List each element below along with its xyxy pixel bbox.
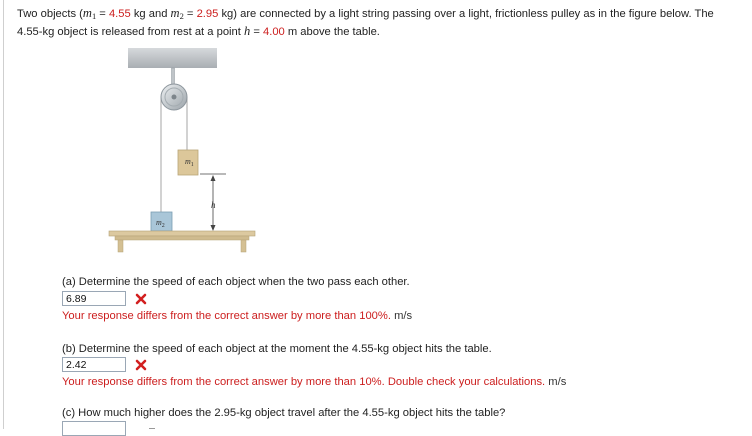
problem-text: Two objects ( [17, 8, 83, 20]
x-icon [135, 293, 147, 305]
h-arrow-up [211, 175, 216, 181]
table-leg-right [241, 240, 246, 252]
problem-text: = [250, 26, 263, 38]
part-b-feedback [62, 376, 566, 388]
m2-symbol [171, 6, 184, 20]
block-m2-label: $m_2$ [156, 218, 165, 229]
m1-value: 4.55 [108, 8, 131, 20]
part-b-unit: m/s [548, 376, 567, 388]
ceiling [128, 48, 217, 68]
pulley-axle [172, 95, 177, 100]
block-m1-label: $m_1$ [185, 157, 194, 168]
problem-text: = [183, 8, 197, 20]
problem-text: kg) are connected by a light string passing over a light, frictionless pulley as in the figure below. The 4.55-kg object is released from rest at a point [17, 8, 714, 38]
x-icon [135, 359, 147, 371]
table-leg-left [118, 240, 123, 252]
part-c-question: (c) How much higher does the 2.95-kg object travel after the 4.55-kg object hits the table? [62, 407, 506, 419]
part-a-unit: m/s [394, 310, 413, 322]
m1-subscript: 1 [91, 11, 97, 21]
pulley-figure [105, 45, 265, 255]
table-apron [115, 236, 249, 240]
page-left-rule [3, 0, 4, 429]
part-b-answer-input[interactable]: 2.42 [62, 357, 126, 372]
m2-subscript: 2 [179, 11, 184, 21]
problem-statement [17, 5, 737, 41]
table-top [109, 231, 255, 236]
problem-text: m above the table. [284, 26, 380, 38]
problem-text: = [96, 8, 109, 20]
part-a [62, 276, 742, 336]
part-a-feedback [62, 310, 412, 322]
part-a-question: (a) Determine the speed of each object when the two pass each other. [62, 276, 410, 288]
part-c [62, 407, 742, 429]
h-value: 4.00 [262, 26, 285, 38]
part-b-question: (b) Determine the speed of each object at the moment the 4.55-kg object hits the table. [62, 343, 492, 355]
m2-letter: m [170, 6, 180, 20]
h-symbol: h [243, 24, 251, 38]
m1-letter: m [82, 6, 92, 20]
m2-value: 2.95 [196, 8, 219, 20]
part-b-feedback-text: Your response differs from the correct answer by more than 10%. Double check your calculations. [62, 376, 546, 388]
problem-text: kg and [130, 8, 171, 20]
part-a-answer-input[interactable]: 6.89 [62, 291, 126, 306]
h-dimension-label: h [211, 200, 216, 210]
part-a-feedback-text: Your response differs from the correct answer by more than 100%. [62, 310, 391, 322]
part-b [62, 343, 742, 403]
h-arrow-down [211, 225, 216, 231]
m1-symbol [83, 6, 96, 20]
